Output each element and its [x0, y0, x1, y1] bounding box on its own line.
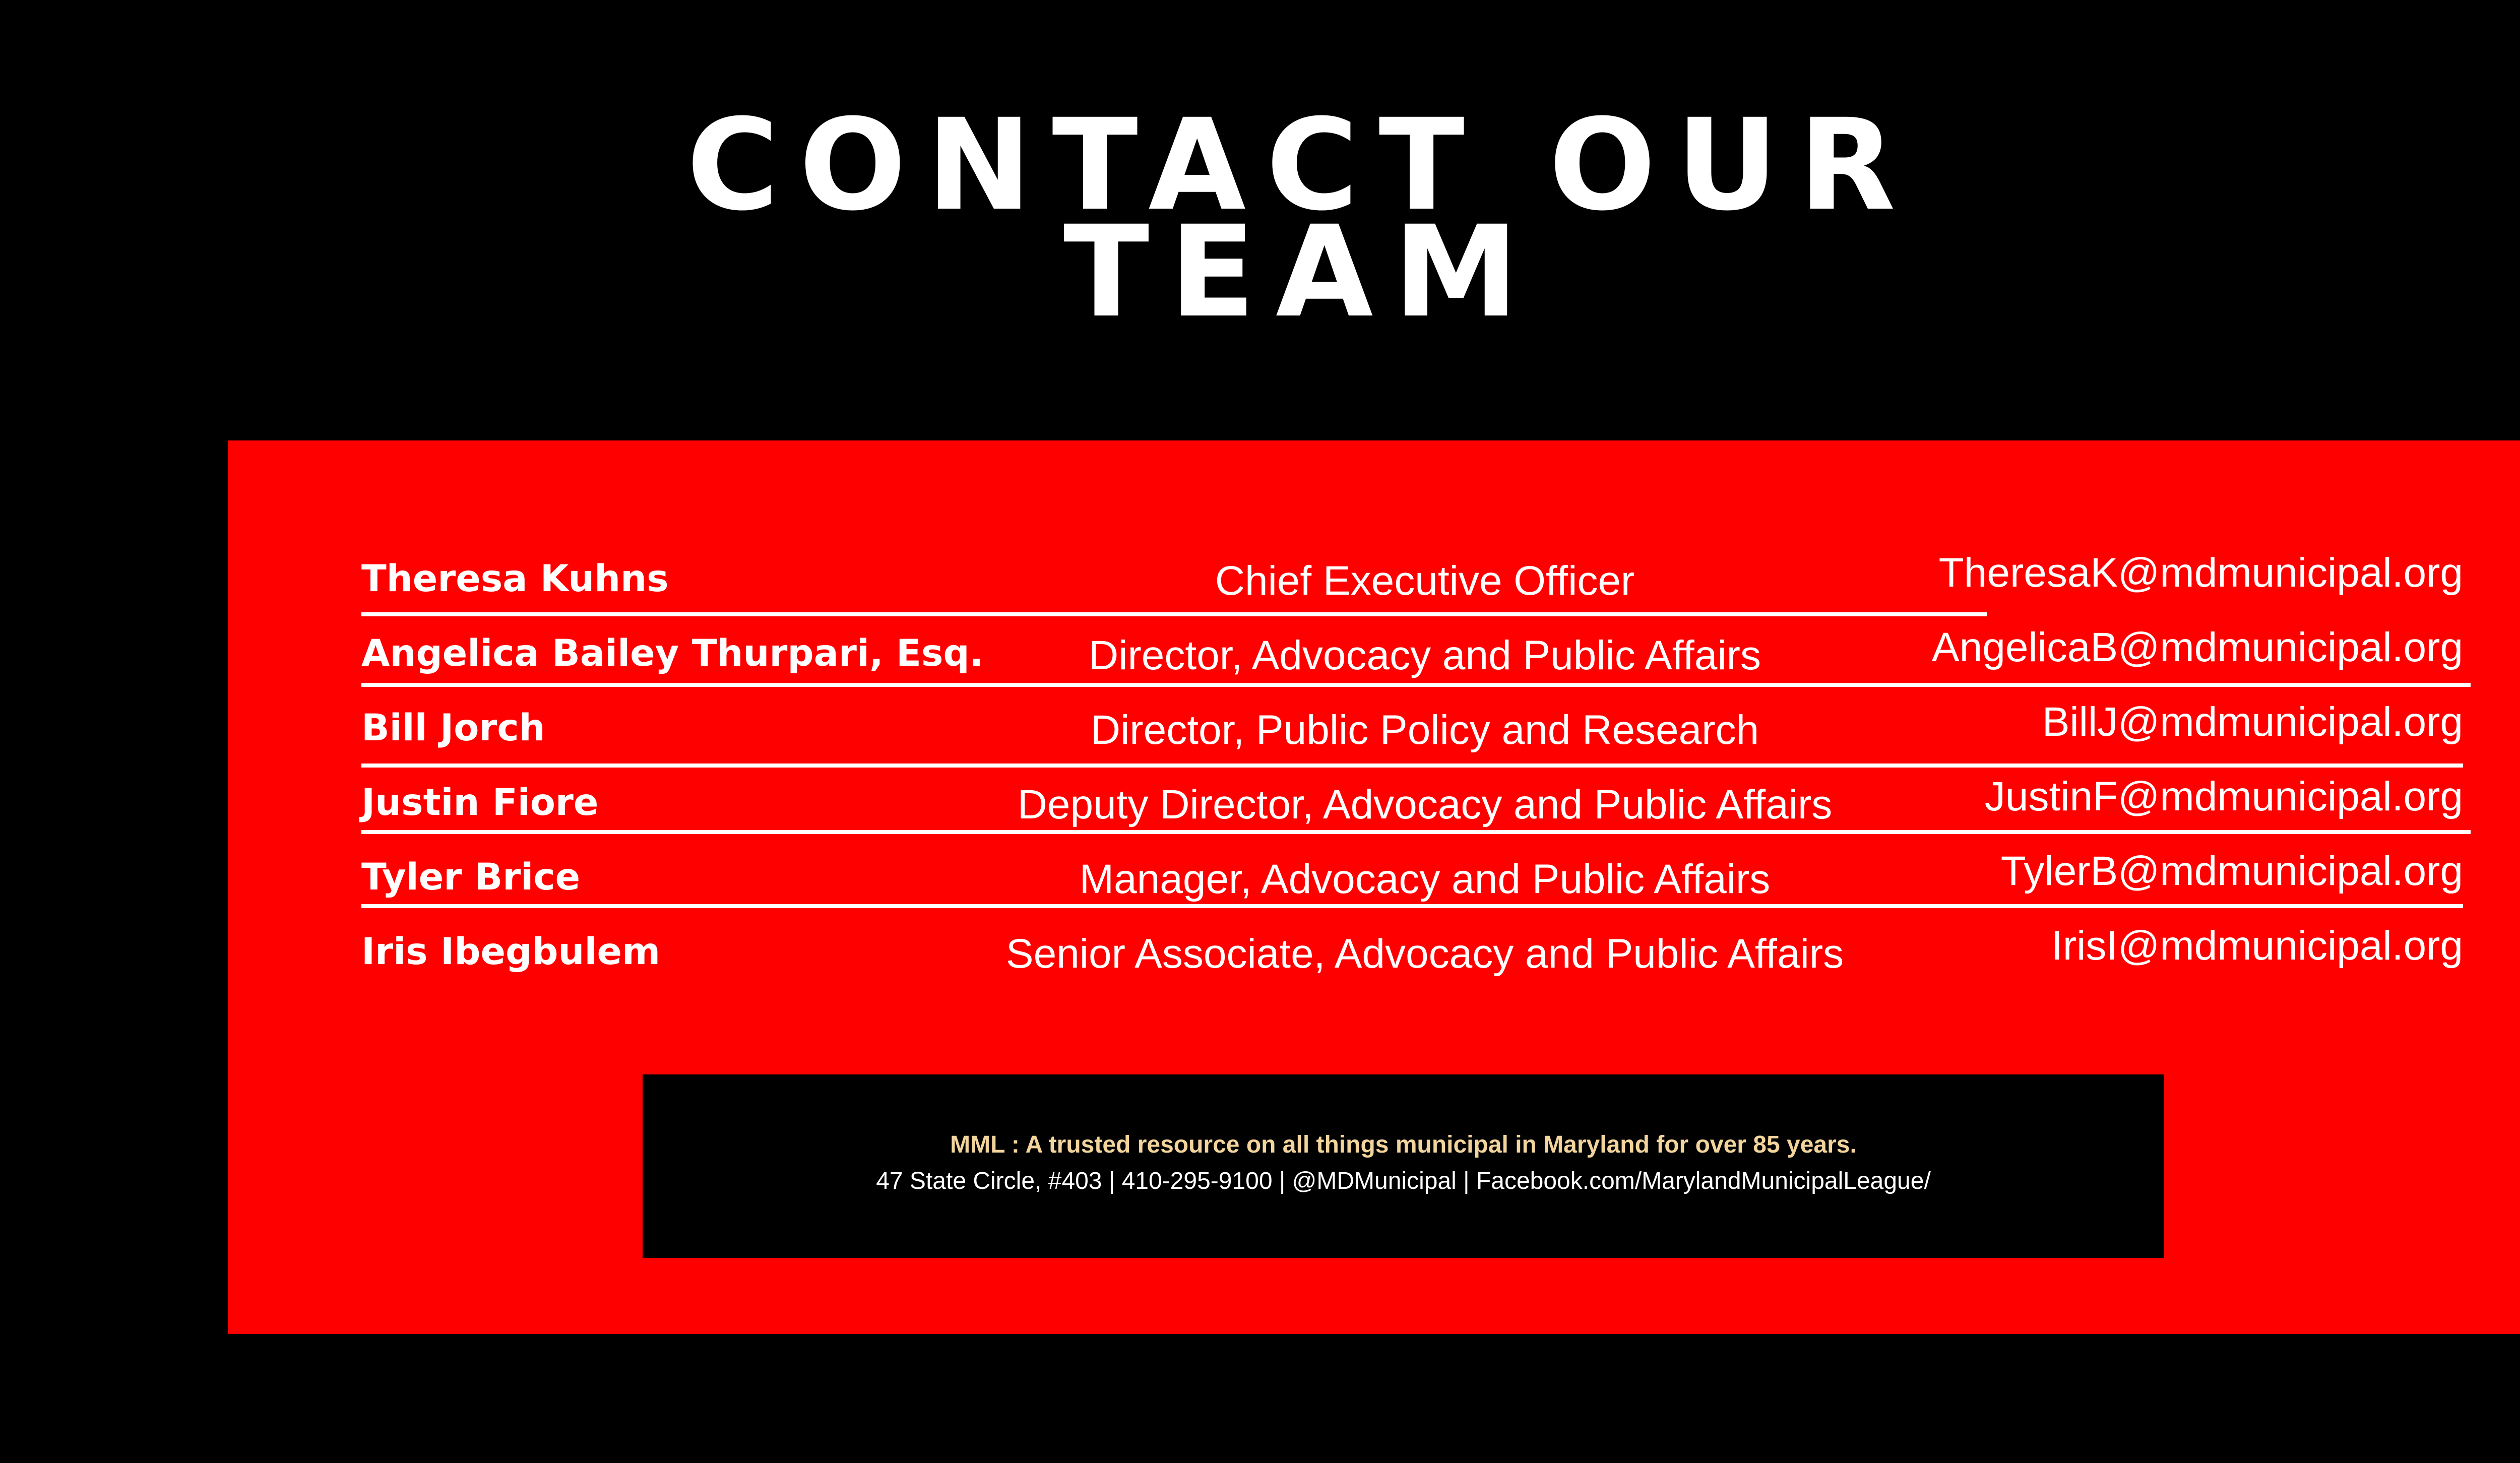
member-email-link[interactable]: TylerB@mdmunicipal.org: [2000, 848, 2463, 894]
member-name: Tyler Brice: [361, 856, 581, 899]
footer-tagline: MML : A trusted resource on all things municipal in Maryland for over 85 years.: [950, 1131, 1857, 1158]
member-role: Director, Public Policy and Research: [1090, 707, 1759, 753]
team-row-bill-jorch: [361, 690, 2468, 761]
member-name: Justin Fiore: [361, 781, 599, 824]
member-name: Iris Ibegbulem: [361, 930, 661, 973]
row-divider: [361, 830, 2471, 834]
member-name: Theresa Kuhns: [361, 557, 669, 600]
page-title-line-1: CONTACT OUR: [686, 92, 1916, 238]
team-row-theresa-kuhns: [361, 541, 2468, 612]
member-email-link[interactable]: TheresaK@mdmunicipal.org: [1938, 550, 2463, 596]
member-role: Manager, Advocacy and Public Affairs: [1079, 856, 1771, 902]
member-email-link[interactable]: IrisI@mdmunicipal.org: [2051, 923, 2463, 969]
team-row-iris-ibegbulem: [361, 914, 2468, 985]
team-row-tyler-brice: [361, 840, 2468, 910]
member-role: Chief Executive Officer: [1215, 558, 1635, 604]
row-divider: [361, 683, 2471, 687]
footer-box: [643, 1074, 2164, 1258]
member-email-link[interactable]: AngelicaB@mdmunicipal.org: [1931, 624, 2463, 670]
member-role: Director, Advocacy and Public Affairs: [1089, 632, 1761, 678]
contact-panel: [228, 440, 2520, 1334]
team-row-angelica-bailey-thurpari: [361, 616, 2468, 686]
team-row-justin-fiore: [361, 765, 2468, 836]
member-name: Angelica Bailey Thurpari, Esq.: [361, 632, 984, 675]
footer-contact-info: 47 State Circle, #403 | 410-295-9100 | @MDMunicipal | Facebook.com/MarylandMunicipalLeague/: [876, 1168, 1931, 1194]
page-title: [0, 92, 2520, 345]
member-role: Senior Associate, Advocacy and Public Affairs: [1005, 931, 1844, 977]
page-title-line-2: TEAM: [1063, 199, 1539, 345]
member-email-link[interactable]: BillJ@mdmunicipal.org: [2042, 699, 2463, 745]
member-role: Deputy Director, Advocacy and Public Affairs: [1017, 782, 1833, 828]
row-divider: [361, 904, 2463, 908]
member-email-link[interactable]: JustinF@mdmunicipal.org: [1984, 774, 2463, 819]
member-name: Bill Jorch: [361, 707, 545, 749]
